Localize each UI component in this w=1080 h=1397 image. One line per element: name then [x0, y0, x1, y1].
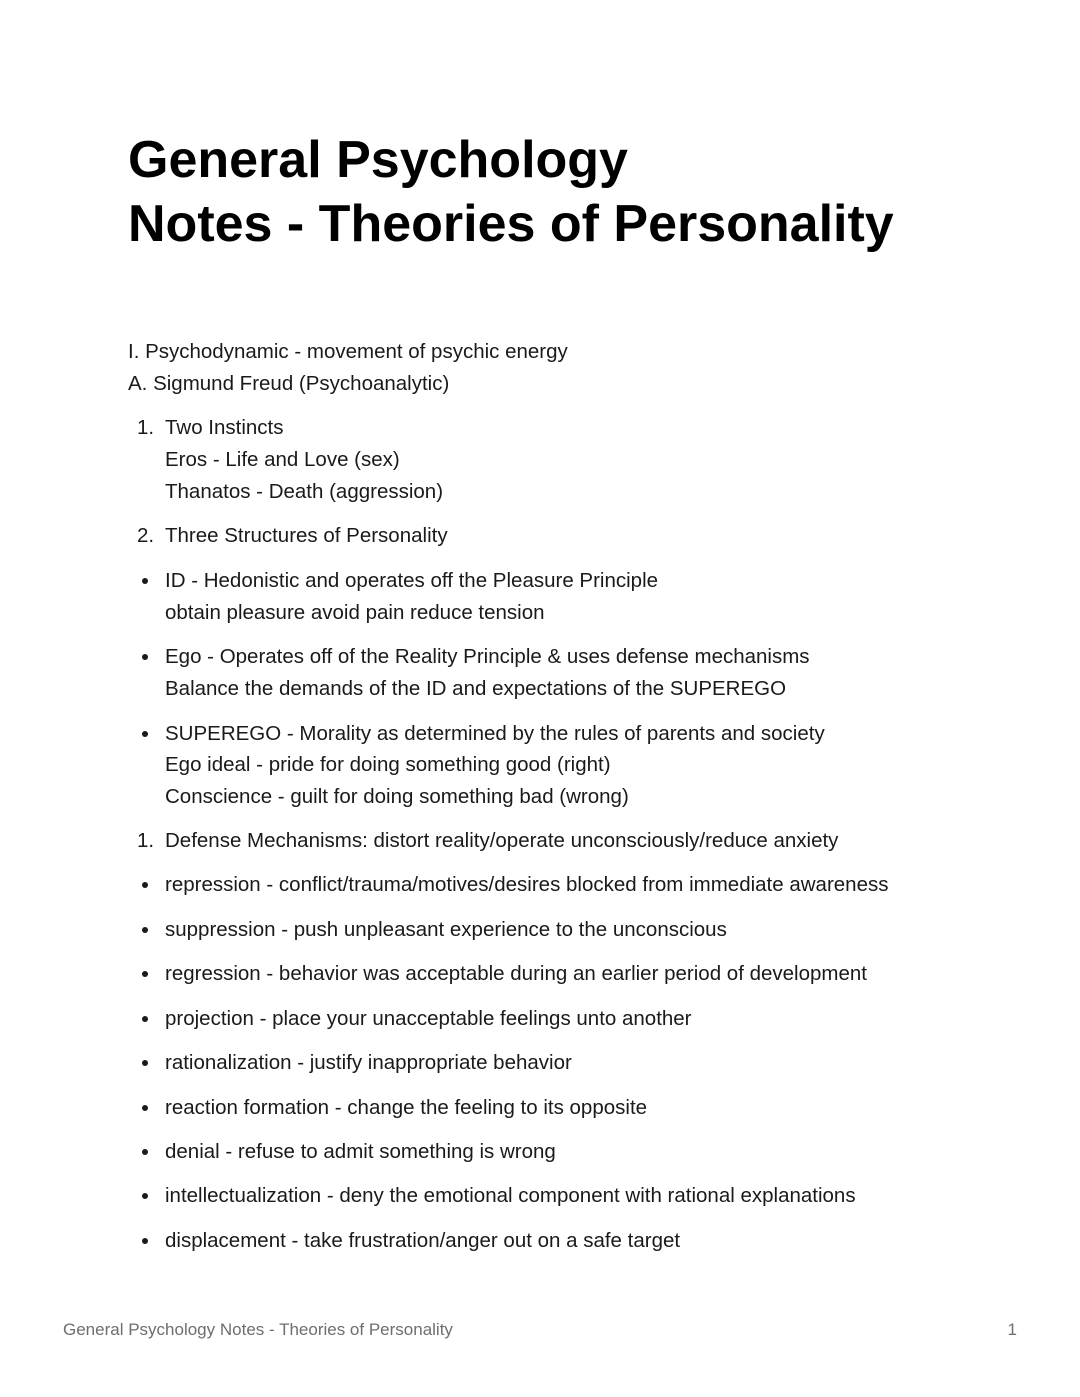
defense-item: displacement - take frustration/anger out on a safe target: [165, 1229, 681, 1252]
bullet-icon: [142, 882, 148, 888]
defense-item: projection - place your unacceptable feelings unto another: [165, 1007, 692, 1030]
structures-label: Three Structures of Personality: [165, 524, 448, 547]
page-number: 1: [1007, 1320, 1017, 1339]
defense-item: rationalization - justify inappropriate behavior: [165, 1051, 572, 1074]
title-line-1: General Psychology: [128, 131, 628, 189]
title-line-2: Notes - Theories of Personality: [128, 195, 894, 253]
bullet-icon: [142, 1238, 148, 1244]
section-subheading: A. Sigmund Freud (Psychoanalytic): [128, 372, 450, 395]
defense-item: suppression - push unpleasant experience to the unconscious: [165, 918, 727, 941]
bullet-icon: [142, 654, 148, 660]
bullet-icon: [142, 1060, 148, 1066]
bullet-icon: [142, 971, 148, 977]
instinct-eros: Eros - Life and Love (sex): [165, 448, 400, 471]
list-number: 2.: [137, 524, 155, 547]
footer-title: General Psychology Notes - Theories of Personality: [63, 1320, 453, 1339]
bullet-icon: [142, 927, 148, 933]
bullet-icon: [142, 1105, 148, 1111]
defense-item: denial - refuse to admit something is wrong: [165, 1140, 556, 1163]
section-heading: I. Psychodynamic - movement of psychic energy: [128, 340, 568, 363]
structure-ego-ideal: Ego ideal - pride for doing something good (right): [165, 753, 611, 776]
defense-item: repression - conflict/trauma/motives/desires blocked from immediate awareness: [165, 873, 889, 896]
defense-item: regression - behavior was acceptable during an earlier period of development: [165, 962, 867, 985]
bullet-icon: [142, 731, 148, 737]
structure-ego-detail: Balance the demands of the ID and expectations of the SUPEREGO: [165, 677, 787, 700]
defense-label: Defense Mechanisms: distort reality/operate unconsciously/reduce anxiety: [165, 829, 839, 852]
defense-item: reaction formation - change the feeling to its opposite: [165, 1096, 648, 1119]
structure-superego: SUPEREGO - Morality as determined by the rules of parents and society: [165, 722, 825, 745]
bullet-icon: [142, 1193, 148, 1199]
structure-ego: Ego - Operates off of the Reality Principle & uses defense mechanisms: [165, 645, 810, 668]
structure-id: ID - Hedonistic and operates off the Pleasure Principle: [165, 569, 659, 592]
bullet-icon: [142, 1149, 148, 1155]
bullet-icon: [142, 578, 148, 584]
structure-id-detail: obtain pleasure avoid pain reduce tension: [165, 601, 545, 624]
bullet-icon: [142, 1016, 148, 1022]
structure-conscience: Conscience - guilt for doing something bad (wrong): [165, 785, 629, 808]
page-title: [128, 128, 894, 256]
instinct-thanatos: Thanatos - Death (aggression): [165, 480, 444, 503]
defense-item: intellectualization - deny the emotional component with rational explanations: [165, 1184, 856, 1207]
list-number: 1.: [137, 416, 155, 439]
list-number: 1.: [137, 829, 155, 852]
instincts-label: Two Instincts: [165, 416, 284, 439]
